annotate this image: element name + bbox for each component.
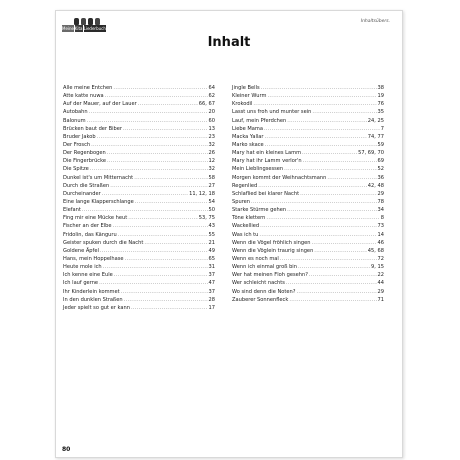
toc-entry-pages: 28	[208, 296, 215, 303]
toc-entry-pages: 60	[208, 117, 215, 124]
toc-entry-pages: 21	[208, 239, 215, 246]
dot-leader	[114, 271, 208, 279]
dot-leader	[103, 263, 208, 271]
dot-leader	[259, 231, 376, 239]
toc-entry-title: Töne klettern	[232, 215, 266, 222]
toc-entry	[63, 214, 215, 222]
dot-leader	[87, 117, 208, 125]
toc-entry-title: Ich kenne eine Eule	[63, 272, 113, 279]
toc-entry	[63, 182, 215, 190]
toc-entry-title: Macka Yallar	[232, 133, 264, 140]
toc-entry	[232, 271, 384, 279]
toc-entry	[63, 190, 215, 198]
dot-leader	[105, 92, 208, 100]
toc-entry-title: Mary hat ein kleines Lamm	[232, 150, 302, 157]
toc-entry-pages: 37	[208, 288, 215, 295]
toc-entry-pages: 43	[208, 223, 215, 230]
toc-entry-pages: 55	[208, 231, 215, 238]
toc-entry	[232, 84, 384, 92]
toc-entry-title: Heute mole ich	[63, 264, 102, 271]
toc-entry-pages: 65	[208, 255, 215, 262]
dot-leader	[110, 182, 207, 190]
toc-entry	[232, 255, 384, 263]
dot-leader	[121, 288, 208, 296]
toc-entry-title: Lauf, mein Pferdchen	[232, 117, 287, 124]
toc-entry-pages: 27	[208, 182, 215, 189]
toc-entry-title: Zauberer Sonnenfleck	[232, 296, 289, 303]
dot-leader	[138, 100, 198, 108]
toc-entry-title: Mary hat ihr Lamm verlor'n	[232, 158, 302, 165]
toc-entry-title: Morgen kommt der Weihnachtsmann	[232, 174, 327, 181]
toc-entry-title: Der Regenbogen	[63, 150, 106, 157]
dot-leader	[314, 247, 367, 255]
dot-leader	[107, 157, 208, 165]
dot-leader	[113, 84, 207, 92]
toc-entry-title: Elefant	[63, 207, 81, 214]
toc-entry	[63, 149, 215, 157]
dot-leader	[131, 304, 208, 312]
toc-entry-title: Wer hat meinen Floh gesehn?	[232, 272, 308, 279]
toc-entry-pages: 49	[208, 247, 215, 254]
toc-entry-pages: 12	[208, 158, 215, 165]
toc-entry	[232, 117, 384, 125]
toc-entry	[63, 100, 215, 108]
toc-entry	[63, 222, 215, 230]
toc-entry-pages: 50	[208, 207, 215, 214]
toc-entry-title: Fridolin, das Känguru	[63, 231, 117, 238]
toc-entry-title: Liebe Mama	[232, 125, 263, 132]
toc-entry	[232, 157, 384, 165]
dot-leader	[144, 239, 207, 247]
toc-entry	[232, 108, 384, 116]
dot-leader	[286, 279, 377, 287]
dot-leader	[287, 117, 367, 125]
children-figures-icon	[62, 18, 106, 25]
toc-entry	[232, 279, 384, 287]
toc-entry-pages: 54	[208, 198, 215, 205]
toc-entry-title: Goldene Äpfel	[63, 247, 99, 254]
toc-entry-pages: 32	[208, 166, 215, 173]
dot-leader	[267, 92, 376, 100]
toc-entry-title: Dunkel ist's um Mitternacht	[63, 174, 134, 181]
toc-entry-title: Fing mir eine Mücke heut	[63, 215, 128, 222]
toc-entry-pages: 42, 48	[367, 182, 384, 189]
book-page	[55, 10, 403, 458]
toc-entry	[63, 133, 215, 141]
toc-entry-title: Hans, mein Hoppelhase	[63, 255, 124, 262]
toc-entry-pages: 44	[377, 280, 384, 287]
toc-entry-pages: 62	[208, 93, 215, 100]
dot-leader	[266, 214, 379, 222]
logo-part: Liederbuch	[83, 26, 106, 31]
toc-entry-title: Wo sind denn die Noten?	[232, 288, 296, 295]
toc-entry	[232, 125, 384, 133]
toc-entry-pages: 20	[208, 109, 215, 116]
dot-leader	[258, 182, 367, 190]
toc-entry-pages: 73	[377, 223, 384, 230]
toc-entry-pages: 37	[208, 272, 215, 279]
toc-entry-title: Die Spitze	[63, 166, 89, 173]
toc-entry-title: Fischer an der Elbe	[63, 223, 112, 230]
dot-leader	[90, 165, 208, 173]
toc-entry-pages: 59	[377, 141, 384, 148]
toc-entry-title: Ich lauf gerne	[63, 280, 99, 287]
dot-leader	[265, 133, 367, 141]
toc-entry-title: Atte katte nuwa	[63, 93, 104, 100]
toc-entry-pages: 7	[380, 125, 384, 132]
dot-leader	[251, 198, 376, 206]
toc-entry	[63, 279, 215, 287]
toc-entry	[63, 304, 215, 312]
toc-entry-title: Regenlied	[232, 182, 258, 189]
toc-entry-title: Kleiner Wurm	[232, 93, 267, 100]
toc-entry-pages: 71	[377, 296, 384, 303]
toc-entry-pages: 11, 12, 18	[189, 190, 215, 197]
toc-entry-pages: 32	[208, 141, 215, 148]
toc-entry-title: Durch die Straßen	[63, 182, 110, 189]
toc-entry	[232, 133, 384, 141]
dot-leader	[327, 174, 376, 182]
dot-leader	[253, 100, 376, 108]
toc-entry	[232, 222, 384, 230]
toc-entry	[232, 239, 384, 247]
toc-entry	[63, 271, 215, 279]
toc-entry-title: Marko skace	[232, 141, 264, 148]
dot-leader	[100, 247, 208, 255]
dot-leader	[298, 263, 370, 271]
toc-entry-title: Bruder Jakob	[63, 133, 96, 140]
toc-entry-pages: 13	[208, 125, 215, 132]
toc-entry-pages: 8	[380, 215, 384, 222]
toc-entry-title: Balonum	[63, 117, 86, 124]
toc-entry-pages: 46	[377, 239, 384, 246]
toc-entry-title: Krokodil	[232, 101, 253, 108]
toc-entry-pages: 69	[377, 158, 384, 165]
toc-entry	[63, 231, 215, 239]
toc-entry	[63, 263, 215, 271]
toc-entry	[232, 231, 384, 239]
toc-entry-pages: 52	[377, 166, 384, 173]
logo-part: Meine	[62, 26, 74, 31]
toc-entry-title: Wenn ich einmal groß bin	[232, 264, 297, 271]
toc-entry-pages: 74, 77	[367, 133, 384, 140]
toc-entry-title: Wer schleicht nachts	[232, 280, 285, 287]
toc-entry	[63, 296, 215, 304]
dot-leader	[312, 108, 376, 116]
toc-entry-title: Wenn es noch mal	[232, 255, 279, 262]
toc-entry	[63, 255, 215, 263]
toc-entry-title: Starke Stürme gehen	[232, 207, 287, 214]
toc-entry-pages: 53, 75	[198, 215, 215, 222]
toc-entry-pages: 36	[377, 174, 384, 181]
toc-entry	[63, 157, 215, 165]
dot-leader	[287, 206, 376, 214]
dot-leader	[99, 279, 207, 287]
toc-entry-pages: 29	[377, 288, 384, 295]
toc-entry-title: Lasst uns froh und munter sein	[232, 109, 312, 116]
toc-column-right	[232, 84, 384, 304]
dot-leader	[261, 84, 377, 92]
dot-leader	[302, 149, 357, 157]
running-header: Inhaltsübers.	[360, 19, 390, 24]
dot-leader	[123, 125, 207, 133]
logo-part: Kita	[74, 26, 83, 31]
toc-entry	[232, 263, 384, 271]
toc-entry	[63, 108, 215, 116]
toc-entry-pages: 29	[377, 190, 384, 197]
dot-leader	[300, 190, 376, 198]
dot-leader	[135, 198, 208, 206]
toc-entry	[232, 165, 384, 173]
dot-leader	[284, 165, 376, 173]
toc-entry-title: In den dunklen Straßen	[63, 296, 123, 303]
toc-entry	[232, 288, 384, 296]
publisher-logo	[62, 18, 106, 32]
toc-entry-title: Alle meine Entchen	[63, 85, 113, 91]
toc-entry-pages: 24, 25	[367, 117, 384, 124]
toc-entry-title: Mein Lieblingsessen	[232, 166, 284, 173]
toc-entry-pages: 19	[377, 93, 384, 100]
dot-leader	[125, 255, 208, 263]
toc-entry-pages: 23	[208, 133, 215, 140]
toc-entry-title: Wenn die Vögel fröhlich singen	[232, 239, 311, 246]
toc-entry	[232, 198, 384, 206]
dot-leader	[311, 239, 376, 247]
page-number: 80	[62, 446, 71, 453]
toc-entry-title: Spuren	[232, 198, 251, 205]
toc-entry	[63, 141, 215, 149]
dot-leader	[113, 222, 208, 230]
toc-entry	[63, 117, 215, 125]
toc-entry-pages: 72	[377, 255, 384, 262]
dot-leader	[296, 288, 376, 296]
toc-entry-title: Schlaflied bei klarer Nacht	[232, 190, 300, 197]
toc-entry-pages: 34	[377, 207, 384, 214]
toc-entry	[232, 149, 384, 157]
toc-entry-title: Wackellied	[232, 223, 260, 230]
toc-entry-title: Durcheinander	[63, 190, 101, 197]
dot-leader	[118, 231, 208, 239]
dot-leader	[107, 149, 208, 157]
toc-entry	[232, 214, 384, 222]
toc-entry-pages: 14	[377, 231, 384, 238]
toc-entry-pages: 38	[377, 85, 384, 91]
toc-entry	[232, 296, 384, 304]
dot-leader	[124, 296, 208, 304]
toc-entry	[232, 141, 384, 149]
toc-entry-title: Die Fingerbrücke	[63, 158, 107, 165]
toc-entry-title: Jingle Bells	[232, 85, 260, 91]
toc-entry-title: Eine lange Klapperschlange	[63, 198, 134, 205]
toc-column-left	[63, 84, 215, 312]
dot-leader	[102, 190, 188, 198]
toc-entry-pages: 58	[208, 174, 215, 181]
toc-entry-title: Brücken baut der Biber	[63, 125, 123, 132]
toc-entry-pages: 78	[377, 198, 384, 205]
toc-entry-pages: 57, 69, 70	[358, 150, 384, 157]
dot-leader	[289, 296, 376, 304]
dot-leader	[91, 141, 207, 149]
toc-entry-title: Der Frosch	[63, 141, 91, 148]
toc-entry-pages: 45, 68	[367, 247, 384, 254]
toc-entry	[63, 247, 215, 255]
toc-entry-pages: 22	[377, 272, 384, 279]
toc-entry-title: Jeder spielt so gut er kann	[63, 304, 130, 311]
toc-entry	[232, 182, 384, 190]
toc-entry	[232, 100, 384, 108]
toc-entry-title: Wenn die Vöglein traurig singen	[232, 247, 314, 254]
dot-leader	[97, 133, 208, 141]
toc-entry-title: Auf der Mauer, auf der Lauer	[63, 101, 137, 108]
toc-entry	[63, 206, 215, 214]
toc-entry-pages: 35	[377, 109, 384, 116]
toc-entry	[63, 288, 215, 296]
toc-entry-title: Was ich tu	[232, 231, 259, 238]
toc-entry-pages: 47	[208, 280, 215, 287]
toc-entry-title: Geister spuken durch die Nacht	[63, 239, 144, 246]
dot-leader	[128, 214, 198, 222]
toc-entry	[232, 247, 384, 255]
dot-leader	[89, 108, 208, 116]
dot-leader	[280, 255, 377, 263]
toc-entry	[63, 174, 215, 182]
toc-entry-pages: 64	[208, 85, 215, 91]
toc-entry	[232, 174, 384, 182]
toc-entry	[63, 165, 215, 173]
toc-entry	[63, 198, 215, 206]
page-title: Inhalt	[207, 35, 251, 50]
dot-leader	[309, 271, 377, 279]
toc-entry	[63, 125, 215, 133]
toc-entry	[63, 84, 215, 92]
dot-leader	[134, 174, 207, 182]
dot-leader	[260, 222, 376, 230]
toc-entry	[63, 239, 215, 247]
toc-entry-pages: 76	[377, 101, 384, 108]
toc-entry	[63, 92, 215, 100]
toc-entry-pages: 66, 67	[198, 101, 215, 108]
toc-entry	[232, 206, 384, 214]
toc-entry	[232, 92, 384, 100]
dot-leader	[265, 141, 377, 149]
dot-leader	[264, 125, 380, 133]
toc-entry-pages: 9, 15	[371, 264, 384, 271]
toc-entry	[232, 190, 384, 198]
toc-entry-pages: 26	[208, 150, 215, 157]
toc-entry-title: Autobahn	[63, 109, 88, 116]
toc-entry-pages: 31	[208, 264, 215, 271]
dot-leader	[82, 206, 208, 214]
dot-leader	[303, 157, 377, 165]
toc-entry-title: Ihr Kinderlein kommet	[63, 288, 120, 295]
toc-entry-pages: 17	[208, 304, 215, 311]
